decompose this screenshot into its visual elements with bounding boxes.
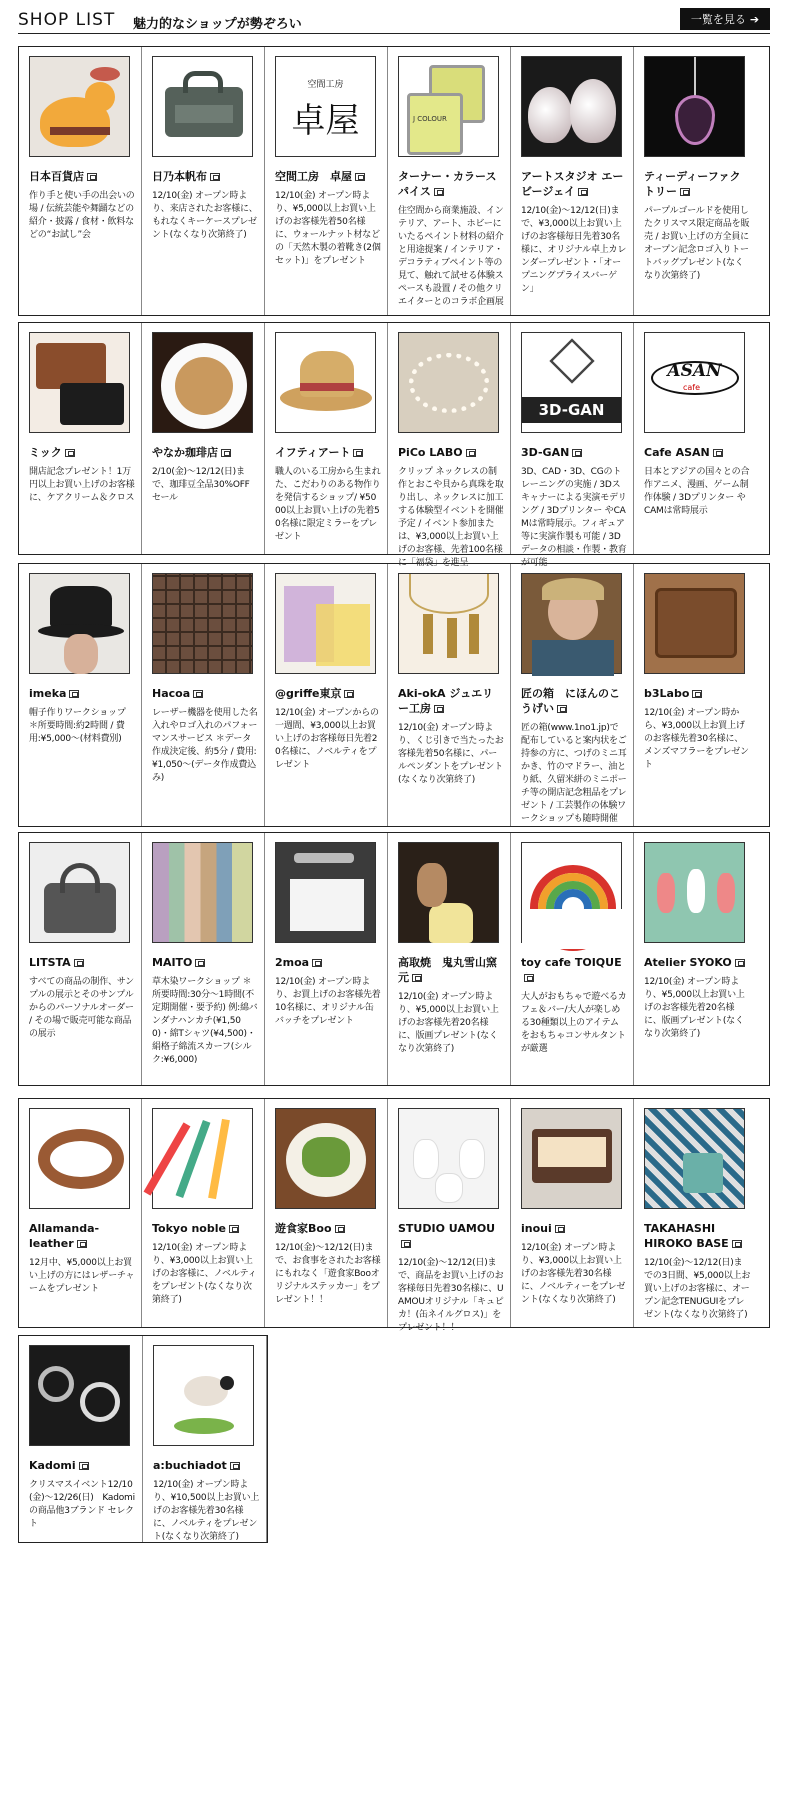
handbag-thumb[interactable] bbox=[29, 842, 130, 943]
section-subtitle: 魅力的なショップが勢ぞろい bbox=[133, 17, 302, 32]
shop-name: TAKAHASHI HIROKO BASE bbox=[644, 1222, 729, 1250]
shop-card bbox=[19, 1336, 143, 1542]
shop-card bbox=[19, 564, 142, 826]
external-link-icon[interactable] bbox=[401, 1240, 411, 1248]
arrow-right-icon: ➔ bbox=[749, 12, 760, 26]
shop-description: 職人のいる工房から生まれた、こだわりのある物作りを発信するショップ/ ¥5000以上お買い上げの先着50名様に限定ミラーをプレゼント bbox=[275, 467, 381, 542]
shop-name-link[interactable] bbox=[398, 1221, 504, 1251]
external-link-icon[interactable] bbox=[578, 188, 588, 196]
external-link-icon[interactable] bbox=[680, 188, 690, 196]
external-link-icon[interactable] bbox=[344, 690, 354, 698]
shop-card bbox=[634, 833, 757, 1085]
leather-bracelet-thumb[interactable] bbox=[29, 1108, 130, 1209]
bird-illustration-thumb[interactable] bbox=[29, 56, 130, 157]
shop-description: 12/10(金) オープン時より、くじ引きで当たったお客様先着50名様に、パールペンダントをプレゼント(なくなり次第終了) bbox=[398, 723, 504, 785]
shop-name-link[interactable] bbox=[644, 445, 751, 460]
shop-name-link[interactable] bbox=[152, 1221, 258, 1236]
umbrellas-thumb[interactable] bbox=[152, 1108, 253, 1209]
shop-name-link[interactable] bbox=[644, 686, 751, 701]
shop-card bbox=[634, 564, 757, 826]
dyed-cloth-thumb[interactable] bbox=[152, 842, 253, 943]
shop-card bbox=[511, 1099, 634, 1327]
shop-name: MAITO bbox=[152, 956, 193, 969]
cookie-case-thumb[interactable] bbox=[521, 1108, 622, 1209]
shop-card bbox=[388, 47, 511, 315]
shop-name-link[interactable] bbox=[29, 955, 135, 970]
shop-name-link[interactable] bbox=[275, 1221, 381, 1236]
shop-card bbox=[19, 47, 142, 315]
shop-description: 匠の箱(www.1no1.jp)で配布していると案内状をご持参の方に、つげのミニ耳かき、竹のマドラー、油とり紙、久留米絣のミニポーチ等の開店記念粗品をプレゼント / 工芸製作の体験ワークショップも随時開催 bbox=[521, 723, 627, 824]
shop-card bbox=[388, 564, 511, 826]
shop-description: 12/10(金) オープン時より、¥3,000以上お買い上げのお客様先着30名様に、ノベルティーをプレゼント(なくなり次第終了) bbox=[521, 1243, 626, 1305]
shop-name: Atelier SYOKO bbox=[644, 956, 732, 969]
takuya-logo-thumb[interactable] bbox=[275, 56, 376, 157]
shop-description: 12/10(金) オープン時より、¥3,000以上お買い上げのお客様に、ノベルティをプレゼント(なくなり次第終了) bbox=[152, 1243, 257, 1305]
porcelain-drops-thumb[interactable] bbox=[521, 56, 622, 157]
external-link-icon[interactable] bbox=[221, 449, 231, 457]
shop-name: アートスタジオ エービージェイ bbox=[521, 170, 624, 198]
shop-name-link[interactable] bbox=[275, 955, 381, 970]
shop-name: やなか珈琲店 bbox=[152, 446, 218, 459]
shop-description: 12/10(金) オープンからの一週間、¥3,000以上お買い上げのお客様毎日先着20名様に、ノベルティをプレゼント bbox=[275, 708, 379, 770]
shop-name-link[interactable] bbox=[644, 1221, 751, 1251]
shop-card bbox=[634, 47, 757, 315]
shop-name-link[interactable] bbox=[152, 955, 258, 970]
shop-card bbox=[388, 1099, 511, 1333]
shop-card bbox=[142, 833, 265, 1085]
shop-description: 12/10(金)～12/12(日)まで、お食事をされたお客様にもれなく「遊食家Booオリジナルステッカー」をプレゼント！！ bbox=[275, 1243, 381, 1305]
shop-name: LITSTA bbox=[29, 956, 71, 969]
shop-description: 2/10(金)～12/12(日)まで、珈琲豆全品30%OFFセール bbox=[152, 467, 250, 503]
shop-name: ティーディーファクトリー bbox=[644, 170, 741, 198]
shop-row bbox=[18, 322, 770, 568]
shop-card bbox=[511, 323, 634, 568]
shop-list-header bbox=[18, 6, 770, 34]
shop-card bbox=[265, 323, 388, 554]
shop-name: b3Labo bbox=[644, 687, 690, 700]
shop-card bbox=[511, 833, 634, 1085]
shop-name-link[interactable] bbox=[644, 169, 751, 199]
shop-name-link[interactable] bbox=[521, 169, 627, 199]
external-link-icon[interactable] bbox=[355, 173, 365, 181]
external-link-icon[interactable] bbox=[434, 188, 444, 196]
shop-row bbox=[18, 1335, 268, 1543]
shop-card bbox=[142, 47, 265, 315]
external-link-icon[interactable] bbox=[229, 1225, 239, 1233]
shop-name: Hacoa bbox=[152, 687, 191, 700]
shop-name-link[interactable] bbox=[152, 169, 258, 184]
shop-name-link[interactable] bbox=[29, 445, 135, 460]
shop-name-link[interactable] bbox=[644, 955, 751, 970]
shop-description: パープルゴールドを使用したクリスマス限定商品を販売 / お買い上げの方全員にオープン記念ロゴ入りトートバッグプレゼント(なくなり次第終了) bbox=[644, 206, 750, 281]
shop-card bbox=[634, 1099, 757, 1327]
external-link-icon[interactable] bbox=[732, 1240, 742, 1248]
shop-row bbox=[18, 46, 770, 316]
external-link-icon[interactable] bbox=[77, 1240, 87, 1248]
white-figures-thumb[interactable] bbox=[398, 1108, 499, 1209]
external-link-icon[interactable] bbox=[335, 1225, 345, 1233]
external-link-icon[interactable] bbox=[735, 959, 745, 967]
shop-name-link[interactable] bbox=[521, 686, 627, 716]
external-link-icon[interactable] bbox=[692, 690, 702, 698]
asan-cafe-logo-thumb[interactable] bbox=[644, 332, 745, 433]
shop-name: imeka bbox=[29, 687, 67, 700]
external-link-icon[interactable] bbox=[74, 959, 84, 967]
takuya-logo-top: 空間工房 bbox=[307, 80, 344, 90]
shop-card bbox=[634, 323, 757, 554]
shop-description: 大人がおもちゃで遊べるカフェ＆バー/大人が楽しめる30種類以上のアイテムをおもちゃコンサルタントが厳選 bbox=[521, 992, 627, 1054]
shop-description: 12/10(金)～12/12(日)まで、¥3,000以上お買い上げのお客様毎日先着30名様に、オリジナル卓上カレンダープレゼント・「オープニングプライスバーゲン」 bbox=[521, 206, 627, 294]
shop-name-link[interactable] bbox=[152, 686, 258, 701]
3d-gan-logo-thumb[interactable] bbox=[521, 332, 622, 433]
figurines-thumb[interactable] bbox=[644, 842, 745, 943]
takuya-logo-main: 卓屋 bbox=[291, 101, 360, 141]
paint-cans-thumb[interactable] bbox=[398, 56, 499, 157]
shop-card bbox=[19, 1099, 142, 1327]
external-link-icon[interactable] bbox=[353, 449, 363, 457]
shop-name-link[interactable] bbox=[29, 169, 135, 184]
shop-name-link[interactable] bbox=[275, 445, 381, 460]
external-link-icon[interactable] bbox=[524, 974, 534, 982]
external-link-icon[interactable] bbox=[466, 449, 476, 457]
leather-goods-thumb[interactable] bbox=[644, 573, 745, 674]
shop-name-link[interactable] bbox=[521, 445, 627, 460]
shop-description: 12/10(金) オープン時より、お買上げのお客様先着10名様に、オリジナル缶バッチをプレゼント bbox=[275, 977, 381, 1026]
external-link-icon[interactable] bbox=[65, 449, 75, 457]
shop-card bbox=[511, 564, 634, 826]
shop-name-link[interactable] bbox=[152, 445, 258, 460]
shop-description: 12/10(金) オープン時より、¥5,000以上お買い上げのお客様先着50名様に、ウォールナット材などの「天然木製の着靴き(2個セット)」をプレゼント bbox=[275, 191, 381, 266]
shop-name: ターナー・カラースパイス bbox=[398, 170, 497, 198]
shop-name: a:buchiadot bbox=[153, 1459, 227, 1472]
shop-card bbox=[511, 47, 634, 315]
shop-description: 12/10(金) オープン時より、来店されたお客様に、もれなくキーケースプレゼント(なくなり次第終了) bbox=[152, 191, 258, 240]
external-link-icon[interactable] bbox=[555, 1225, 565, 1233]
shop-name: 遊食家Boo bbox=[275, 1222, 332, 1235]
shop-card bbox=[19, 323, 142, 554]
clear-bags-thumb[interactable] bbox=[275, 573, 376, 674]
shop-name: Cafe ASAN bbox=[644, 446, 710, 459]
external-link-icon[interactable] bbox=[412, 974, 422, 982]
shop-name-link[interactable] bbox=[275, 169, 381, 184]
external-link-icon[interactable] bbox=[434, 705, 444, 713]
external-link-icon[interactable] bbox=[312, 959, 322, 967]
shop-card bbox=[142, 323, 265, 554]
shop-name: inoui bbox=[521, 1222, 552, 1235]
paint-can-label: J COLOUR bbox=[413, 115, 447, 123]
shop-description: 開店記念プレゼント！1万円以上お買い上げのお客様に、ケアクリーム＆クロス bbox=[29, 467, 135, 503]
external-link-icon[interactable] bbox=[713, 449, 723, 457]
shop-card bbox=[143, 1336, 267, 1542]
shop-description: 住空間から商業施設、インテリア、アート、ホビーにいたるペイント材料の紹介と用途提案 / インテリア・デコラティブペイント等の見て、触れて試せる体験スペースも設置 / その他クリエイターとのコラボ企画展 bbox=[398, 206, 504, 307]
shop-description: 帽子作りワークショップ ＊所要時間:約2時間 / 費用:¥5,000～(材料費別) bbox=[29, 708, 126, 744]
external-link-icon[interactable] bbox=[79, 1462, 89, 1470]
shop-description: 作り手と使い手の出会いの場 / 伝統芸能や舞踊などの紹介・披露 / 食材・飲料などの“お試し”会 bbox=[29, 191, 135, 240]
external-link-icon[interactable] bbox=[195, 959, 205, 967]
shop-name: イフティアート bbox=[275, 446, 351, 459]
external-link-icon[interactable] bbox=[210, 173, 220, 181]
shop-card bbox=[388, 323, 511, 568]
external-link-icon[interactable] bbox=[87, 173, 97, 181]
shop-name: STUDIO UAMOU bbox=[398, 1222, 496, 1235]
hat-thumb[interactable] bbox=[275, 332, 376, 433]
shop-name: 2moa bbox=[275, 956, 310, 969]
external-link-icon[interactable] bbox=[193, 690, 203, 698]
shop-name: 日乃本帆布 bbox=[152, 170, 207, 183]
shop-name: PiCo LABO bbox=[398, 446, 463, 459]
shop-description: 12/10(金) オープン時より、¥10,500以上お買い上げのお客様先着30名様に、ノベルティをプレゼント(なくなり次第終了) bbox=[153, 1480, 260, 1542]
shop-description: 12月中、¥5,000以上お買い上げの方にはレザーチャームをプレゼント bbox=[29, 1258, 135, 1294]
shop-description: クリップ ネックレスの制作とおこや貝から真珠を取り出し、ネックレスに加工する体験型イベントを開催予定 / イベント参加または、¥3,000以上お買い上げのお客様、先着100名様に「福袋」を進呈 bbox=[398, 467, 504, 568]
shop-name: Kadomi bbox=[29, 1459, 76, 1472]
shop-card bbox=[142, 564, 265, 826]
shop-name-link[interactable] bbox=[398, 169, 504, 199]
shop-name-link[interactable] bbox=[521, 955, 627, 985]
asan-logo-sub: cafe bbox=[683, 383, 701, 392]
shop-card bbox=[388, 833, 511, 1085]
key-pendants-thumb[interactable] bbox=[398, 573, 499, 674]
shop-name: 3D-GAN bbox=[521, 446, 570, 459]
asan-logo-text: ASAN bbox=[667, 361, 722, 381]
shop-description: 日本とアジアの国々との合作アニメ、漫画、ゲーム制作体験 / 3Dプリンター やCAMは常時展示 bbox=[644, 467, 750, 516]
view-all-button[interactable] bbox=[680, 8, 770, 30]
shop-name: 空間工房 卓屋 bbox=[275, 170, 352, 183]
shop-name: Aki-okA ジュエリー工房 bbox=[398, 687, 494, 715]
leather-wallet-thumb[interactable] bbox=[29, 332, 130, 433]
pendant-thumb[interactable] bbox=[644, 56, 745, 157]
shop-name-link[interactable] bbox=[29, 686, 135, 701]
shop-name-link[interactable] bbox=[521, 1221, 627, 1236]
shop-description: 12/10(金)～12/12(日)までの3日間、¥5,000以上お買い上げのお客様に、オープン記念TENUGUIをプレゼント(なくなり次第終了) bbox=[644, 1258, 751, 1320]
shop-description: 12/10(金) オープン時より、¥5,000以上お買い上げのお客様先着20名様に、版画プレゼント(なくなり次第終了) bbox=[398, 992, 499, 1054]
external-link-icon[interactable] bbox=[230, 1462, 240, 1470]
shop-description: 12/10(金)～12/12(日)まで、商品をお買い上げのお客様毎日先着30名様に、UAMOUオリジナル「キュピカ！(缶ネイルグロス)」をプレゼント！！ bbox=[398, 1258, 504, 1333]
shop-card bbox=[265, 1099, 388, 1327]
shop-name: 高取焼 鬼丸雪山窯元 bbox=[398, 956, 497, 984]
shop-description: 12/10(金) オープン時より、¥5,000以上お買い上げのお客様先着20名様に、版画プレゼント(なくなり次第終了) bbox=[644, 977, 745, 1039]
shop-card bbox=[265, 47, 388, 315]
black-hat-thumb[interactable] bbox=[29, 573, 130, 674]
sheep-figure-thumb[interactable] bbox=[153, 1345, 254, 1446]
view-all-label: 一覧を見る bbox=[690, 13, 746, 26]
shop-name: 日本百貨店 bbox=[29, 170, 84, 183]
shop-name: toy cafe TOIQUE bbox=[521, 956, 622, 969]
shop-name: ミック bbox=[29, 446, 62, 459]
pottery-thumb[interactable] bbox=[398, 842, 499, 943]
canvas-bag-thumb[interactable] bbox=[152, 56, 253, 157]
shop-name-link[interactable] bbox=[398, 686, 504, 716]
shop-description: すべての商品の制作、サンプルの展示とそのサンプルからのパーソナルオーダー / その場で販売可能な商品の展示 bbox=[29, 977, 134, 1039]
shop-row bbox=[18, 563, 770, 827]
section-title: SHOP LIST bbox=[18, 10, 116, 30]
shop-name-link[interactable] bbox=[398, 955, 504, 985]
shop-description: 3D、CAD・3D、CGのトレーニングの実施 / 3Dスキャナーによる実演モデリング / 3Dプリンター やCAMは常時展示。フィギュア等に実演作製も可能 / 3Dデータの相談・作製・教育が可能 bbox=[521, 467, 627, 568]
shop-row bbox=[18, 1098, 770, 1333]
external-link-icon[interactable] bbox=[69, 690, 79, 698]
shop-description: クリスマスイベント12/10(金)～12/26(日) Kadomiの商品他3ブランド セレクト bbox=[29, 1480, 135, 1529]
shop-row bbox=[18, 832, 770, 1086]
shop-name: @griffe東京 bbox=[275, 687, 342, 700]
rainbow-toy-thumb[interactable] bbox=[521, 842, 622, 943]
pearl-necklace-thumb[interactable] bbox=[398, 332, 499, 433]
external-link-icon[interactable] bbox=[572, 449, 582, 457]
pin-badge-thumb[interactable] bbox=[275, 842, 376, 943]
shop-description: 12/10(金) オープン時から、¥3,000以上お買上げのお客様先着30名様に、メンズマフラーをプレゼント bbox=[644, 708, 749, 770]
shop-name-link[interactable] bbox=[153, 1458, 260, 1473]
wood-keyboard-thumb[interactable] bbox=[152, 573, 253, 674]
3d-gan-logo-text: 3D-GAN bbox=[522, 397, 621, 423]
shop-card bbox=[265, 833, 388, 1085]
shop-name: Allamanda-leather bbox=[29, 1222, 100, 1250]
tenugui-thumb[interactable] bbox=[644, 1108, 745, 1209]
external-link-icon[interactable] bbox=[557, 705, 567, 713]
shop-name-link[interactable] bbox=[29, 1458, 136, 1473]
coffee-cup-thumb[interactable] bbox=[152, 332, 253, 433]
shop-description: レーザー機器を使用した名入れやロゴ入れのパフォーマンスサービス ＊データ作成決定後、約5分 / 費用:¥1,050～(データ作成費込み) bbox=[152, 708, 258, 783]
shop-card bbox=[265, 564, 388, 826]
shop-name-link[interactable] bbox=[29, 1221, 135, 1251]
rings-thumb[interactable] bbox=[29, 1345, 130, 1446]
shop-description: 草木染ワークショップ ＊所要時間:30分～1時間(不定期開催・要予約) 例:綿バンダナハンカチ(¥1,500)・綿Tシャツ(¥4,500)・絹格子綿流スカーフ(シルク:¥6,000) bbox=[152, 977, 258, 1065]
shop-name-link[interactable] bbox=[275, 686, 381, 701]
shop-card bbox=[142, 1099, 265, 1327]
shop-name-link[interactable] bbox=[398, 445, 504, 460]
shop-name: 匠の箱 にほんのこうげい bbox=[521, 687, 620, 715]
craftsman-thumb[interactable] bbox=[521, 573, 622, 674]
shop-card bbox=[19, 833, 142, 1085]
food-plate-thumb[interactable] bbox=[275, 1108, 376, 1209]
shop-name: Tokyo noble bbox=[152, 1222, 226, 1235]
